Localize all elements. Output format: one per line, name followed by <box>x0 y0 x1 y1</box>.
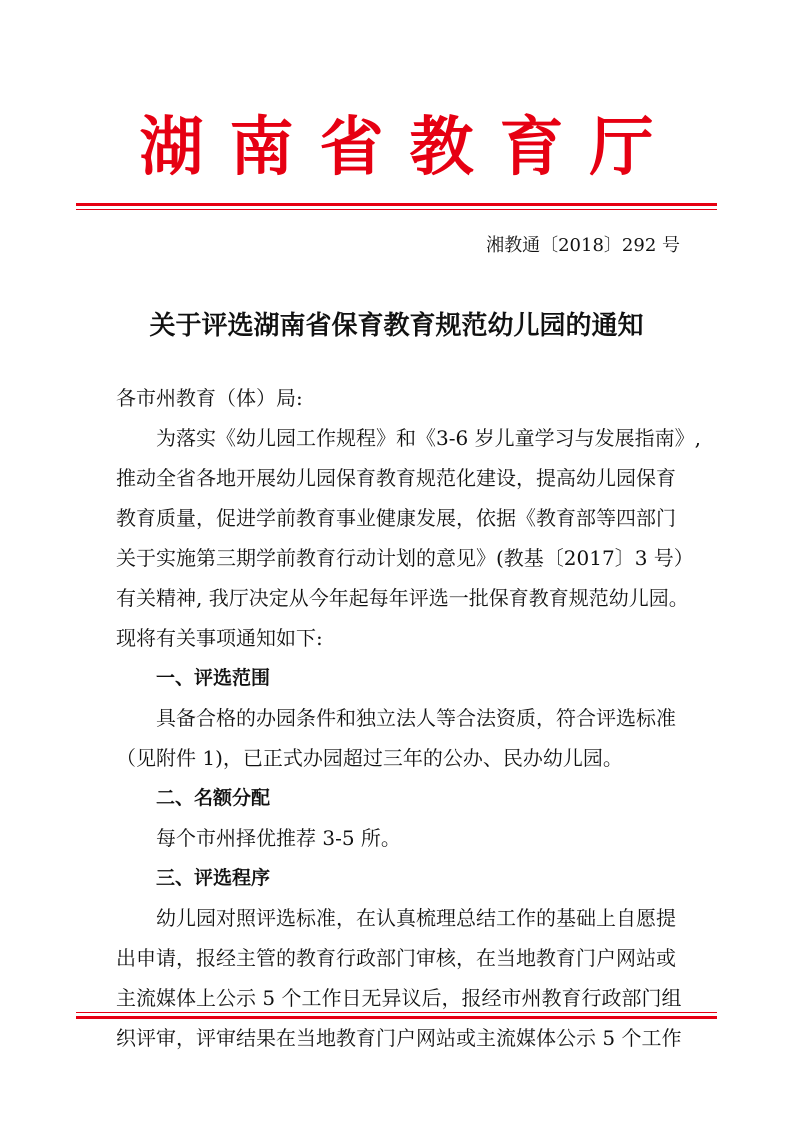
paragraph-line: 幼儿园对照评选标准，在认真梳理总结工作的基础上自愿提 <box>156 906 676 930</box>
paragraph-line: 推动全省各地开展幼儿园保育教育规范化建设，提高幼儿园保育 <box>116 466 676 490</box>
section-heading: 三、评选程序 <box>156 867 271 889</box>
salutation: 各市州教育（体）局: <box>116 386 303 410</box>
paragraph-line: 为落实《幼儿园工作规程》和《3-6 岁儿童学习与发展指南》, <box>156 426 701 450</box>
paragraph-line: 织评审，评审结果在当地教育门户网站或主流媒体公示 5 个工作 <box>116 1026 682 1050</box>
paragraph-line: （见附件 1)，已正式办园超过三年的公办、民办幼儿园。 <box>116 746 623 770</box>
footer-rule-thin <box>76 1012 717 1013</box>
document-body <box>116 378 701 1058</box>
paragraph-line: 教育质量，促进学前教育事业健康发展，依据《教育部等四部门 <box>116 506 676 530</box>
header-rule-thick <box>76 203 717 206</box>
paragraph-line: 每个市州择优推荐 3-5 所。 <box>156 826 401 850</box>
paragraph-line: 关于实施第三期学前教育行动计划的意见》(教基〔2017〕3 号） <box>116 546 694 570</box>
paragraph-line: 具备合格的办园条件和独立法人等合法资质，符合评选标准 <box>156 706 676 730</box>
document-number: 湘教通〔2018〕292 号 <box>486 235 680 256</box>
document-title: 关于评选湖南省保育教育规范幼儿园的通知 <box>149 311 644 341</box>
paragraph-line: 现将有关事项通知如下: <box>116 626 323 650</box>
section-heading: 二、名额分配 <box>156 787 271 809</box>
paragraph-line: 出申请，报经主管的教育行政部门审核，在当地教育门户网站或 <box>116 946 676 970</box>
header-rule-thin <box>76 209 717 210</box>
paragraph-line: 有关精神, 我厅决定从今年起每年评选一批保育教育规范幼儿园。 <box>116 586 689 610</box>
section-heading: 一、评选范围 <box>156 667 271 689</box>
issuer-heading: 湖南省教育厅 <box>139 110 680 185</box>
paragraph-line: 主流媒体上公示 5 个工作日无异议后，报经市州教育行政部门组 <box>116 986 682 1010</box>
footer-rule-thick <box>76 1016 717 1019</box>
